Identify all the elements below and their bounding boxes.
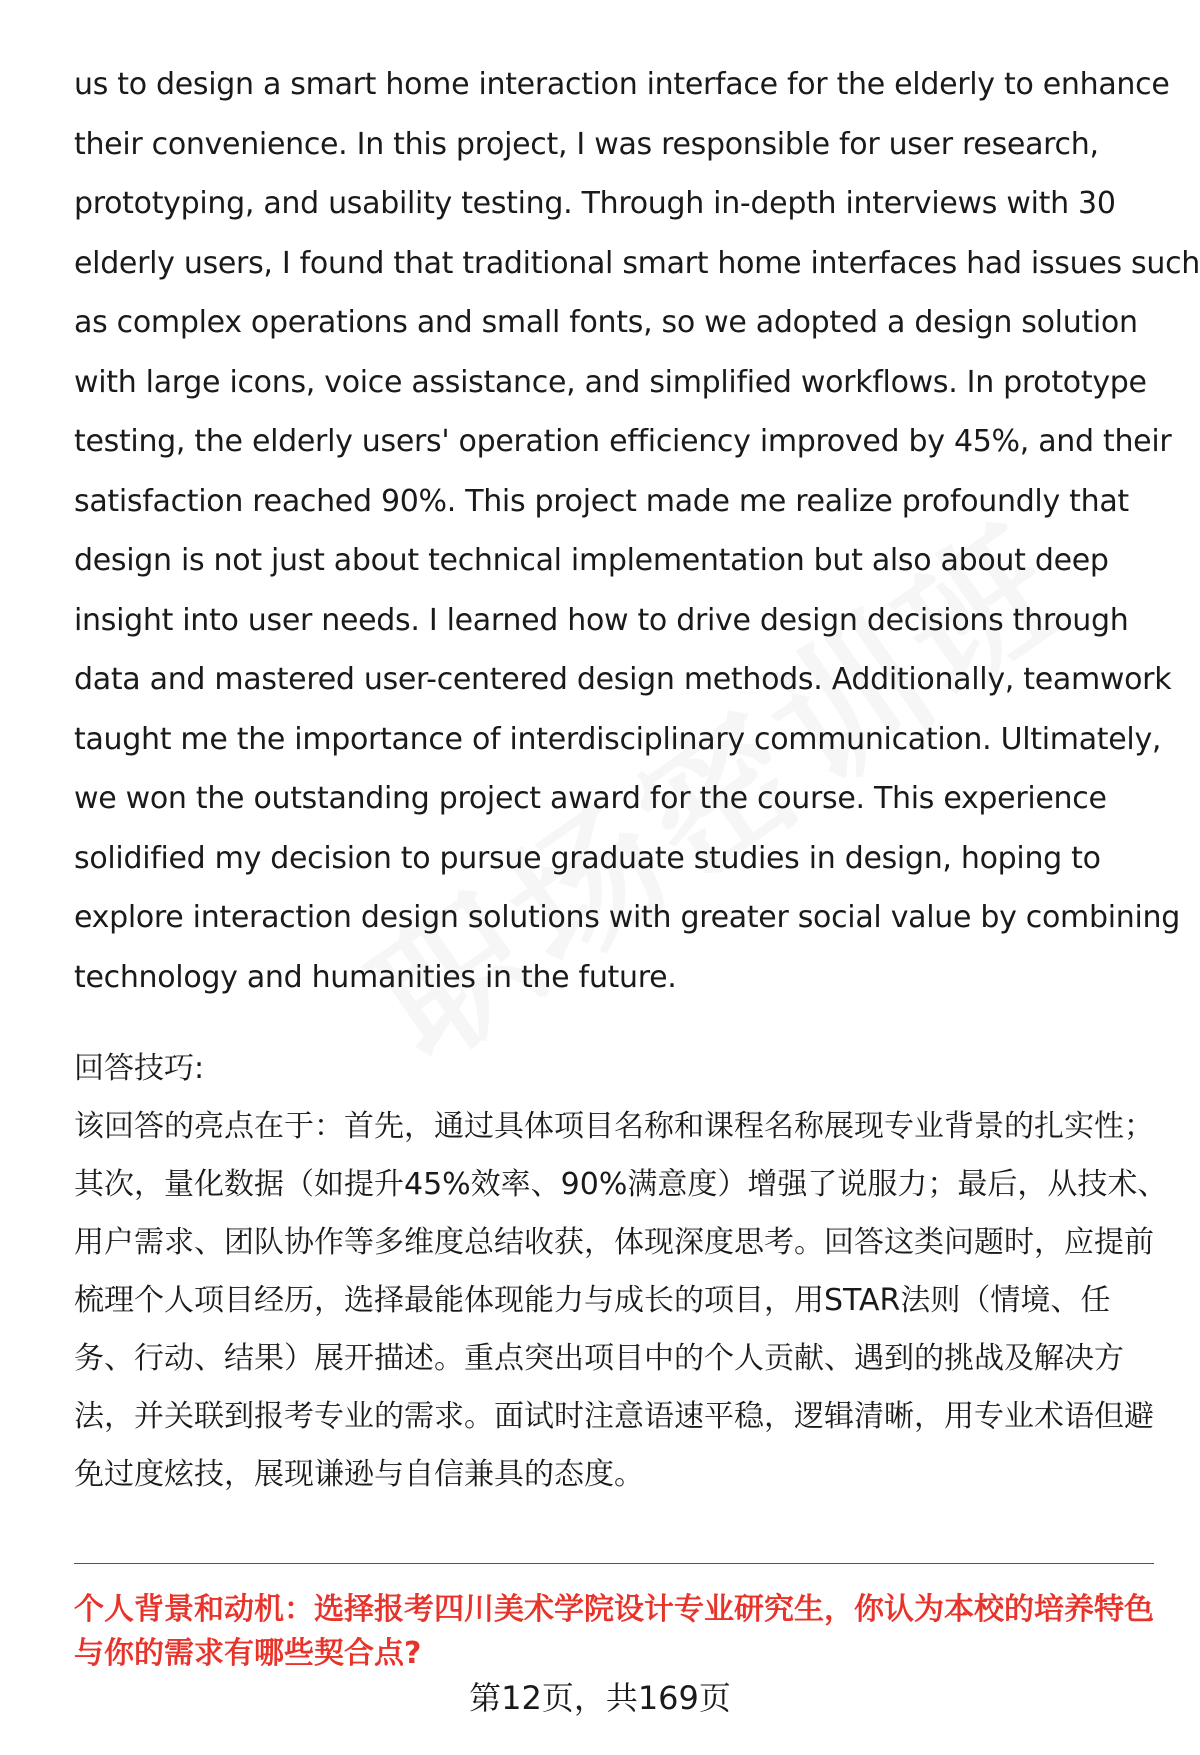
answer-line: explore interaction design solutions with greater social value by combining bbox=[74, 900, 1180, 935]
tips-heading: 回答技巧: bbox=[74, 1051, 205, 1086]
section-divider bbox=[74, 1563, 1154, 1564]
answer-line: as complex operations and small fonts, so we adopted a design solution bbox=[74, 305, 1138, 340]
answer-line: with large icons, voice assistance, and simplified workflows. In prototype bbox=[74, 364, 1147, 400]
answer-paragraph bbox=[74, 55, 1200, 1007]
question-line: 与你的需求有哪些契合点? bbox=[74, 1636, 422, 1671]
tips-line: 务、行动、结果）展开描述。重点突出项目中的个人贡献、遇到的挑战及解决方 bbox=[74, 1341, 1124, 1376]
answer-line: elderly users, I found that traditional smart home interfaces had issues such bbox=[74, 245, 1200, 281]
answer-line: prototyping, and usability testing. Through in-depth interviews with 30 bbox=[74, 186, 1116, 221]
answer-line: taught me the importance of interdisciplinary communication. Ultimately, bbox=[74, 721, 1162, 757]
answer-line: technology and humanities in the future. bbox=[74, 959, 677, 995]
answer-line: us to design a smart home interaction interface for the elderly to enhance bbox=[74, 67, 1170, 102]
page-number: 第12页，共169页 bbox=[469, 1679, 731, 1717]
tips-line: 用户需求、团队协作等多维度总结收获，体现深度思考。回答这类问题时，应提前 bbox=[74, 1225, 1154, 1260]
tips-line: 免过度炫技，展现谦逊与自信兼具的态度。 bbox=[74, 1457, 644, 1492]
answer-line: testing, the elderly users' operation efficiency improved by 45%, and their bbox=[74, 424, 1172, 459]
answer-line: their convenience. In this project, I was responsible for user research, bbox=[74, 126, 1099, 162]
question-line: 个人背景和动机：选择报考四川美术学院设计专业研究生，你认为本校的培养特色 bbox=[74, 1592, 1154, 1627]
answer-line: solidified my decision to pursue graduate studies in design, hoping to bbox=[74, 840, 1101, 876]
answer-line: data and mastered user-centered design methods. Additionally, teamwork bbox=[74, 662, 1172, 697]
tips-line: 梳理个人项目经历，选择最能体现能力与成长的项目，用STAR法则（情境、任 bbox=[74, 1283, 1111, 1318]
next-question-heading bbox=[74, 1588, 1164, 1676]
tips-line: 其次，量化数据（如提升45%效率、90%满意度）增强了说服力；最后，从技术、 bbox=[74, 1167, 1168, 1202]
answer-line: satisfaction reached 90%. This project made me realize profoundly that bbox=[74, 483, 1129, 519]
answer-line: insight into user needs. I learned how to drive design decisions through bbox=[74, 602, 1129, 638]
tips-line: 法，并关联到报考专业的需求。面试时注意语速平稳，逻辑清晰，用专业术语但避 bbox=[74, 1399, 1154, 1434]
answer-line: design is not just about technical implementation but also about deep bbox=[74, 543, 1109, 578]
tips-paragraph bbox=[74, 1098, 1168, 1504]
answer-line: we won the outstanding project award for the course. This experience bbox=[74, 781, 1107, 816]
tips-line: 该回答的亮点在于：首先，通过具体项目名称和课程名称展现专业背景的扎实性； bbox=[74, 1109, 1154, 1144]
